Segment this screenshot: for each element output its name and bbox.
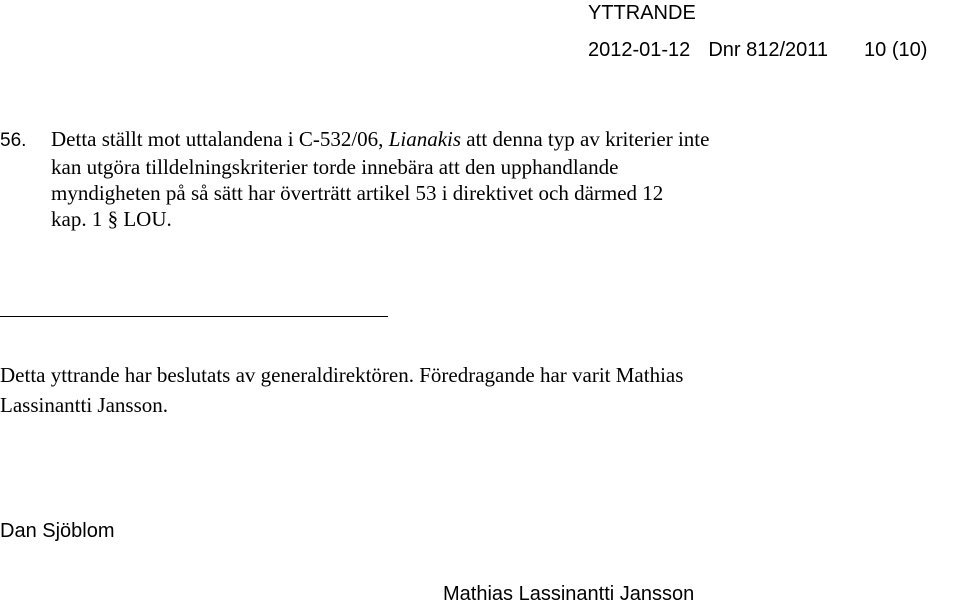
paragraph-text-1b: att denna typ av kriterier inte bbox=[461, 127, 710, 151]
document-meta bbox=[588, 38, 927, 62]
page-number: 10 (10) bbox=[864, 39, 928, 61]
document-date: 2012-01-12 bbox=[588, 39, 691, 61]
signatory-director-general: Dan Sjöblom bbox=[0, 520, 115, 542]
signatory-rapporteur: Mathias Lassinantti Jansson bbox=[443, 583, 695, 605]
diary-number: Dnr 812/2011 bbox=[708, 39, 829, 61]
paragraph-number: 56. bbox=[0, 130, 27, 151]
numbered-paragraph bbox=[0, 126, 940, 232]
paragraph-line-2: kan utgöra tilldelningskriterier torde innebära att den upphandlande bbox=[51, 155, 619, 179]
paragraph-line-1 bbox=[0, 126, 940, 154]
document-type-heading: YTTRANDE bbox=[588, 2, 696, 24]
paragraph-line-3: myndigheten på så sätt har överträtt artikel 53 i direktivet och därmed 12 bbox=[51, 181, 664, 205]
decision-line-1: Detta yttrande har beslutats av generaldirektören. Föredragande har varit Mathias bbox=[0, 363, 684, 387]
paragraph-line-4: kap. 1 § LOU. bbox=[51, 207, 172, 231]
separator-line bbox=[0, 316, 388, 317]
decision-statement bbox=[0, 360, 950, 420]
case-name: Lianakis bbox=[388, 127, 462, 151]
paragraph-text-1a: Detta ställt mot uttalandena i C-532/06, bbox=[51, 127, 389, 151]
decision-line-2: Lassinantti Jansson. bbox=[0, 393, 168, 417]
